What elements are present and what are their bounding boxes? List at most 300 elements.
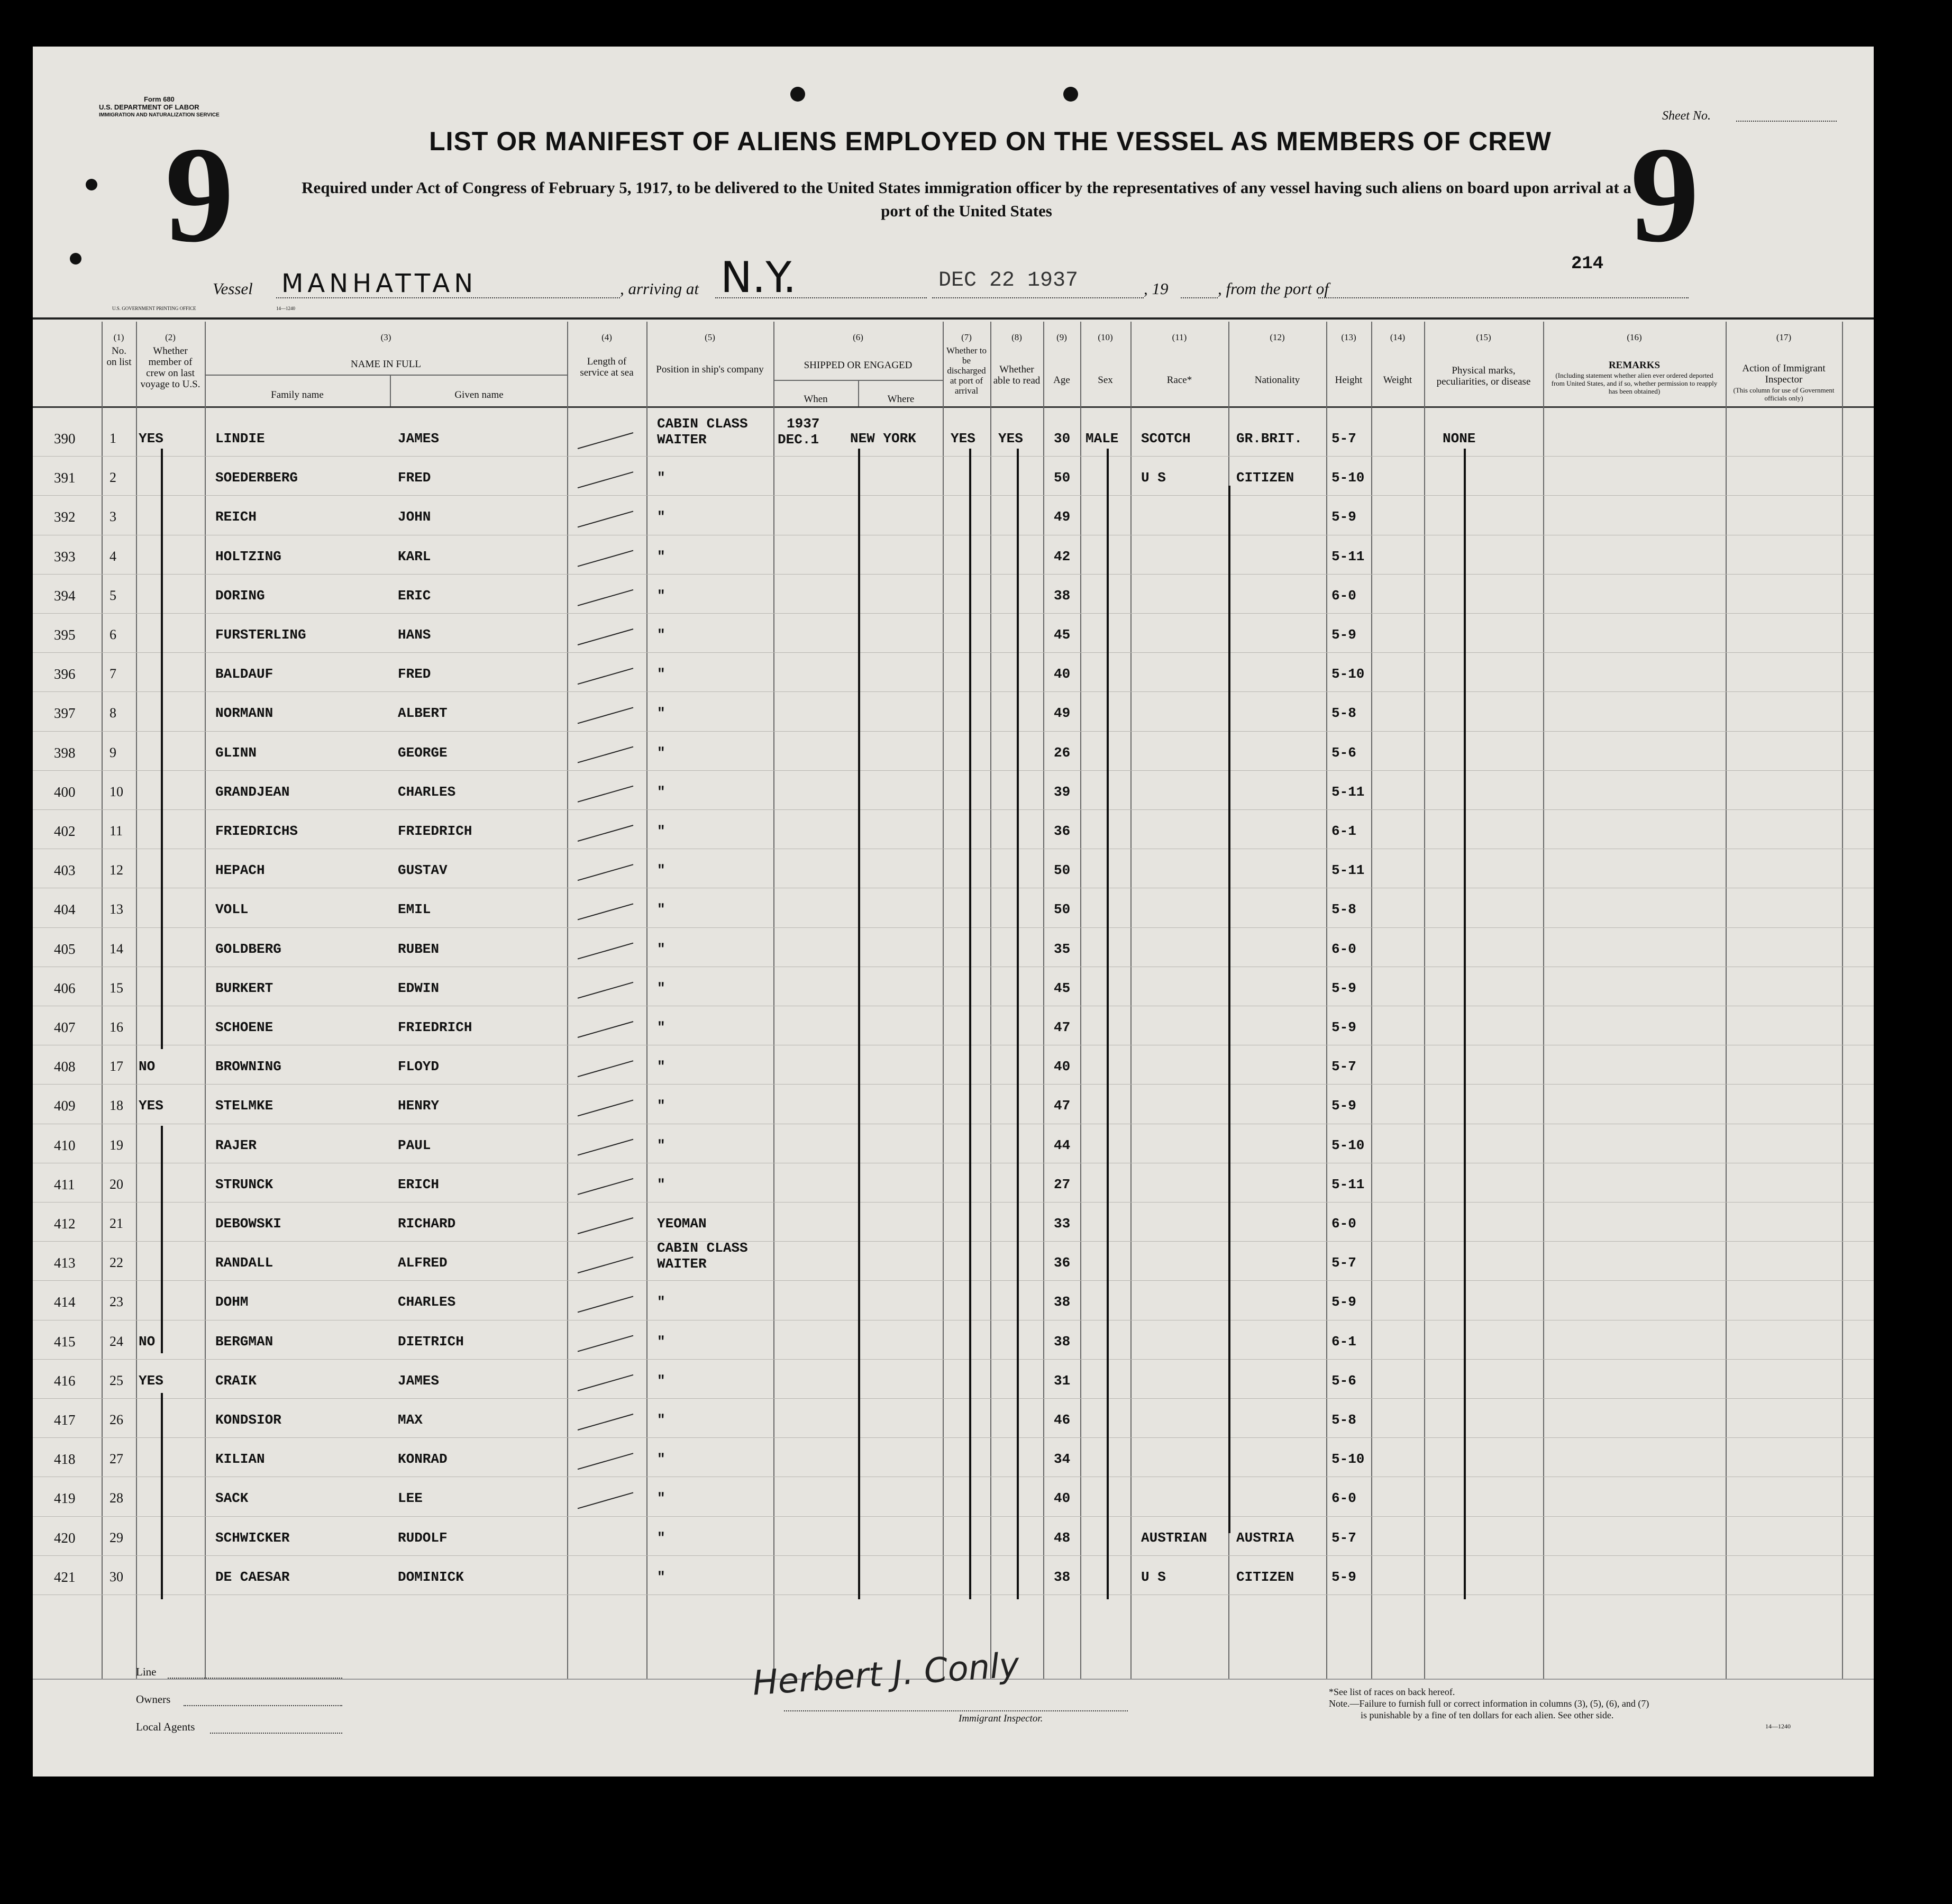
row-height[interactable]: 5-6 [1331, 1372, 1356, 1389]
row-given-name[interactable]: PAUL [398, 1137, 431, 1153]
col-name-in-full: NAME IN FULL [351, 359, 421, 370]
row-height[interactable]: 5-7 [1331, 431, 1356, 447]
row-nationality[interactable]: CITIZEN [1236, 1569, 1294, 1585]
row-given-name[interactable]: RICHARD [398, 1216, 456, 1232]
crew-ditto-line [161, 1126, 163, 1353]
row-family-name[interactable]: CRAIK [215, 1372, 257, 1389]
marks-ditto-line [1464, 449, 1466, 1599]
row-shipped-when[interactable]: 1937 [787, 416, 820, 432]
row-given-name[interactable]: ERICH [398, 1176, 440, 1192]
arriving-label: , arriving at [620, 279, 699, 298]
row-height[interactable]: 5-11 [1331, 784, 1365, 800]
service-slash-mark [578, 1414, 633, 1430]
nationality-ditto-line [1228, 486, 1230, 1533]
row-height[interactable]: 5-7 [1331, 1059, 1356, 1075]
owners-field[interactable] [184, 1705, 342, 1706]
row-position[interactable]: " [657, 587, 665, 604]
row-age[interactable]: 40 [1054, 1490, 1071, 1507]
row-position[interactable]: " [657, 1176, 665, 1192]
row-height[interactable]: 5-8 [1331, 705, 1356, 722]
row-age[interactable]: 45 [1054, 980, 1071, 996]
row-family-name[interactable]: STELMKE [215, 1098, 273, 1114]
row-crew-last-voyage[interactable]: YES [139, 1372, 163, 1389]
table-row [33, 1555, 1874, 1595]
row-list-number: 19 [110, 1137, 123, 1153]
row-position[interactable]: " [657, 627, 665, 643]
row-ref-number: 400 [54, 784, 76, 800]
row-given-name[interactable]: LEE [398, 1490, 423, 1507]
row-age[interactable]: 40 [1054, 666, 1071, 682]
row-discharged[interactable]: YES [951, 431, 975, 447]
table-row [33, 809, 1874, 849]
service-slash-mark [578, 511, 633, 527]
table-row [33, 691, 1874, 731]
row-nationality[interactable]: GR.BRIT. [1236, 431, 1302, 447]
row-family-name[interactable]: RAJER [215, 1137, 257, 1153]
colnum-15: (15) [1476, 332, 1491, 342]
row-position[interactable]: " [657, 1412, 665, 1428]
row-position[interactable]: " [657, 980, 665, 996]
col-family-name: Family name [271, 389, 324, 400]
discharged-ditto-line [969, 449, 971, 1599]
row-age[interactable]: 39 [1054, 784, 1071, 800]
row-able-to-read[interactable]: YES [998, 431, 1023, 447]
row-position[interactable]: " [657, 1529, 665, 1546]
row-given-name[interactable]: MAX [398, 1412, 423, 1428]
row-given-name[interactable]: ALFRED [398, 1255, 448, 1271]
row-age[interactable]: 42 [1054, 548, 1071, 564]
vessel-line [213, 279, 253, 298]
from-label: , from the port of [1218, 279, 1329, 298]
row-position[interactable]: " [657, 470, 665, 486]
arriving-port[interactable]: N.Y. [720, 253, 797, 302]
footer-code: 14—1240 [1765, 1723, 1791, 1730]
row-shipped-where[interactable]: NEW YORK [850, 431, 916, 447]
vessel-field [276, 297, 620, 298]
row-ref-number: 403 [54, 862, 76, 879]
row-given-name[interactable]: KONRAD [398, 1451, 448, 1468]
row-ref-number: 413 [54, 1255, 76, 1271]
row-physical-marks[interactable]: NONE [1443, 431, 1476, 447]
row-given-name[interactable]: JOHN [398, 509, 431, 525]
row-age[interactable]: 26 [1054, 744, 1071, 761]
row-race[interactable]: AUSTRIAN [1141, 1529, 1207, 1546]
row-position[interactable]: " [657, 509, 665, 525]
row-position[interactable]: YEOMAN [657, 1216, 707, 1232]
service-slash-mark [578, 1061, 633, 1077]
row-age[interactable]: 40 [1054, 1059, 1071, 1075]
row-ref-number: 421 [54, 1569, 76, 1585]
row-height[interactable]: 5-7 [1331, 1255, 1356, 1271]
col-remarks-note: (Including statement whether alien ever ordered deported from United States, and if so, whether permission to reapply has been obtained) [1551, 371, 1718, 395]
row-family-name[interactable]: NORMANN [215, 705, 273, 722]
col-weight: Weight [1383, 375, 1412, 386]
row-given-name[interactable]: JAMES [398, 1372, 440, 1389]
row-given-name[interactable]: GEORGE [398, 744, 448, 761]
row-family-name[interactable]: RANDALL [215, 1255, 273, 1271]
row-position[interactable]: " [657, 823, 665, 839]
row-age[interactable]: 44 [1054, 1137, 1071, 1153]
date-stamp: DEC 22 1937 [938, 269, 1079, 293]
row-crew-last-voyage[interactable]: NO [139, 1333, 156, 1350]
table-row [33, 456, 1874, 495]
row-position[interactable]: " [657, 1059, 665, 1075]
row-race[interactable]: SCOTCH [1141, 431, 1191, 447]
col-shipped-where: Where [887, 394, 915, 405]
row-family-name[interactable]: BALDAUF [215, 666, 273, 682]
row-list-number: 28 [110, 1490, 123, 1506]
row-given-name[interactable]: ALBERT [398, 705, 448, 722]
vessel-name[interactable]: MANHATTAN [281, 269, 478, 298]
colnum-10: (10) [1098, 332, 1113, 342]
row-height[interactable]: 5-10 [1331, 1451, 1365, 1468]
row-ref-number: 416 [54, 1372, 76, 1389]
row-shipped-when-date[interactable]: DEC.1 [778, 432, 819, 448]
table-row [33, 849, 1874, 888]
sheet-digit-left: 9 [165, 119, 234, 271]
service-slash-mark [578, 590, 633, 606]
row-given-name[interactable]: RUDOLF [398, 1529, 448, 1546]
owners-label: Owners [136, 1693, 171, 1706]
col-crew-last-voyage: Whether member of crew on last voyage to U.S. [140, 345, 200, 390]
table-row [33, 535, 1874, 574]
from-port-field[interactable] [1318, 297, 1689, 298]
colnum-5: (5) [705, 332, 715, 342]
row-age[interactable]: 36 [1054, 1255, 1071, 1271]
row-height[interactable]: 6-1 [1331, 1333, 1356, 1350]
row-family-name[interactable]: DORING [215, 587, 265, 604]
colnum-12: (12) [1270, 332, 1285, 342]
row-age[interactable]: 45 [1054, 627, 1071, 643]
row-given-name[interactable]: DOMINICK [398, 1569, 464, 1585]
row-nationality[interactable]: AUSTRIA [1236, 1529, 1294, 1546]
row-height[interactable]: 5-9 [1331, 1098, 1356, 1114]
punch-hole [1063, 87, 1078, 102]
row-height[interactable]: 5-8 [1331, 901, 1356, 918]
inspector-label: Immigrant Inspector. [959, 1713, 1043, 1724]
row-age[interactable]: 49 [1054, 509, 1071, 525]
row-given-name[interactable]: JAMES [398, 431, 440, 447]
row-list-number: 27 [110, 1451, 123, 1467]
row-height[interactable]: 5-9 [1331, 1294, 1356, 1310]
row-age[interactable]: 34 [1054, 1451, 1071, 1468]
row-list-number: 9 [110, 744, 116, 760]
row-ref-number: 409 [54, 1098, 76, 1114]
row-position-line2[interactable]: WAITER [657, 1256, 707, 1272]
print-code: 14—1240 [276, 306, 295, 311]
row-given-name[interactable]: KARL [398, 548, 431, 564]
local-agents-label: Local Agents [136, 1720, 195, 1733]
row-list-number: 23 [110, 1294, 123, 1310]
row-height[interactable]: 6-1 [1331, 823, 1356, 839]
row-family-name[interactable]: DOHM [215, 1294, 249, 1310]
service: IMMIGRATION AND NATURALIZATION SERVICE [99, 112, 220, 118]
row-age[interactable]: 35 [1054, 941, 1071, 957]
row-given-name[interactable]: ERIC [398, 587, 431, 604]
row-ref-number: 419 [54, 1490, 76, 1507]
service-slash-mark [578, 629, 633, 645]
row-position[interactable]: " [657, 744, 665, 761]
row-given-name[interactable]: RUBEN [398, 941, 440, 957]
row-position-line2[interactable]: WAITER [657, 432, 707, 448]
row-family-name[interactable]: SCHOENE [215, 1019, 273, 1035]
row-position[interactable]: CABIN CLASS [657, 1240, 748, 1256]
row-position[interactable]: " [657, 941, 665, 957]
form-info [99, 95, 220, 119]
row-ref-number: 406 [54, 980, 76, 996]
row-family-name[interactable]: BROWNING [215, 1059, 281, 1075]
row-given-name[interactable]: HENRY [398, 1098, 440, 1114]
row-position[interactable]: " [657, 1333, 665, 1350]
row-family-name[interactable]: SOEDERBERG [215, 470, 298, 486]
colnum-2: (2) [165, 332, 176, 342]
row-height[interactable]: 5-6 [1331, 744, 1356, 761]
col-position: Position in ship's company [656, 364, 764, 375]
row-height[interactable]: 5-11 [1331, 862, 1365, 879]
row-ref-number: 408 [54, 1059, 76, 1075]
service-slash-mark [578, 1140, 633, 1155]
row-age[interactable]: 31 [1054, 1372, 1071, 1389]
row-family-name[interactable]: DEBOWSKI [215, 1216, 281, 1232]
row-sex[interactable]: MALE [1086, 431, 1119, 447]
page-number: 214 [1571, 254, 1604, 274]
row-age[interactable]: 47 [1054, 1098, 1071, 1114]
row-crew-last-voyage[interactable]: YES [139, 431, 163, 447]
row-height[interactable]: 5-8 [1331, 1412, 1356, 1428]
row-crew-last-voyage[interactable]: YES [139, 1098, 163, 1114]
row-nationality[interactable]: CITIZEN [1236, 470, 1294, 486]
row-height[interactable]: 5-11 [1331, 548, 1365, 564]
row-given-name[interactable]: FRIEDRICH [398, 1019, 472, 1035]
service-slash-mark [578, 1257, 633, 1273]
row-family-name[interactable]: HEPACH [215, 862, 265, 879]
service-slash-mark [578, 551, 633, 567]
row-position[interactable]: " [657, 901, 665, 918]
sheet-no-field[interactable] [1736, 121, 1837, 122]
service-slash-mark [578, 864, 633, 880]
col-no-on-list: No. on list [106, 345, 132, 368]
row-family-name[interactable]: GLINN [215, 744, 257, 761]
row-given-name[interactable]: EMIL [398, 901, 431, 918]
read-ditto-line [1017, 449, 1019, 1599]
colnum-7: (7) [961, 332, 972, 342]
table-row [33, 1241, 1874, 1280]
row-height[interactable]: 5-10 [1331, 470, 1365, 486]
row-ref-number: 397 [54, 705, 76, 722]
date-field [932, 297, 1144, 298]
row-position[interactable]: " [657, 1294, 665, 1310]
row-given-name[interactable]: CHARLES [398, 1294, 456, 1310]
table-row [33, 1359, 1874, 1398]
row-family-name[interactable]: BERGMAN [215, 1333, 273, 1350]
service-slash-mark [578, 472, 633, 488]
row-given-name[interactable]: FRED [398, 470, 431, 486]
year-label: , 19 [1144, 279, 1169, 298]
manifest-sheet [33, 47, 1874, 1777]
service-slash-mark [578, 747, 633, 763]
row-family-name[interactable]: STRUNCK [215, 1176, 273, 1192]
row-given-name[interactable]: DIETRICH [398, 1333, 464, 1350]
local-agents-field[interactable] [210, 1733, 342, 1734]
col-shipped-engaged: SHIPPED OR ENGAGED [804, 360, 913, 371]
row-ref-number: 420 [54, 1529, 76, 1546]
footnote-penalty-2: is punishable by a fine of ten dollars for each alien. See other side. [1361, 1710, 1614, 1720]
row-family-name[interactable]: KONDSIOR [215, 1412, 281, 1428]
colnum-9: (9) [1056, 332, 1067, 342]
row-list-number: 4 [110, 548, 116, 564]
row-position[interactable]: " [657, 1451, 665, 1468]
row-ref-number: 402 [54, 823, 76, 839]
row-height[interactable]: 6-0 [1331, 1216, 1356, 1232]
row-height[interactable]: 5-9 [1331, 1019, 1356, 1035]
row-family-name[interactable]: VOLL [215, 901, 249, 918]
row-age[interactable]: 50 [1054, 901, 1071, 918]
row-given-name[interactable]: FLOYD [398, 1059, 440, 1075]
row-list-number: 24 [110, 1333, 123, 1349]
col-given-name: Given name [454, 389, 504, 400]
table-row [33, 927, 1874, 967]
row-height[interactable]: 5-9 [1331, 1569, 1356, 1585]
row-age[interactable]: 33 [1054, 1216, 1071, 1232]
row-age[interactable]: 36 [1054, 823, 1071, 839]
service-slash-mark [578, 1179, 633, 1195]
row-age[interactable]: 49 [1054, 705, 1071, 722]
row-height[interactable]: 5-10 [1331, 1137, 1365, 1153]
row-position[interactable]: " [657, 705, 665, 722]
row-age[interactable]: 38 [1054, 1333, 1071, 1350]
row-age[interactable]: 50 [1054, 862, 1071, 879]
row-position[interactable]: " [657, 1019, 665, 1035]
row-list-number: 7 [110, 666, 116, 682]
row-family-name[interactable]: SACK [215, 1490, 249, 1507]
row-position[interactable]: " [657, 1098, 665, 1114]
service-slash-mark [578, 668, 633, 684]
row-race[interactable]: U S [1141, 1569, 1166, 1585]
row-list-number: 2 [110, 470, 116, 486]
subtitle-line-1: Required under Act of Congress of February 5, 1917, to be delivered to the United States immigration officer by the representatives of any vessel having such aliens on board upon arrival at a [302, 178, 1631, 197]
row-position[interactable]: " [657, 862, 665, 879]
row-family-name[interactable]: GOLDBERG [215, 941, 281, 957]
row-position[interactable]: " [657, 548, 665, 564]
line-label: Line [136, 1665, 157, 1678]
vessel-label: Vessel [213, 279, 253, 298]
arriving-field [715, 297, 927, 298]
row-given-name[interactable]: EDWIN [398, 980, 440, 996]
row-family-name[interactable]: KILIAN [215, 1451, 265, 1468]
row-family-name[interactable]: DE CAESAR [215, 1569, 290, 1585]
row-height[interactable]: 5-9 [1331, 980, 1356, 996]
row-height[interactable]: 5-9 [1331, 509, 1356, 525]
sheet-digit-right: 9 [1630, 119, 1699, 271]
colnum-17: (17) [1776, 332, 1792, 342]
row-height[interactable]: 5-9 [1331, 627, 1356, 643]
row-family-name[interactable]: BURKERT [215, 980, 273, 996]
page-title: LIST OR MANIFEST OF ALIENS EMPLOYED ON THE VESSEL AS MEMBERS OF CREW [429, 126, 1552, 156]
row-given-name[interactable]: FRIEDRICH [398, 823, 472, 839]
col-physical-marks: Physical marks, peculiarities, or disease [1436, 365, 1531, 387]
row-height[interactable]: 6-0 [1331, 1490, 1356, 1507]
row-family-name[interactable]: FRIEDRICHS [215, 823, 298, 839]
row-ref-number: 398 [54, 744, 76, 761]
crew-ditto-line [161, 1393, 163, 1599]
row-family-name[interactable]: HOLTZING [215, 548, 281, 564]
line-field[interactable] [168, 1678, 342, 1679]
row-given-name[interactable]: HANS [398, 627, 431, 643]
row-given-name[interactable]: FRED [398, 666, 431, 682]
row-race[interactable]: U S [1141, 470, 1166, 486]
row-height[interactable]: 5-11 [1331, 1176, 1365, 1192]
row-position[interactable]: " [657, 1490, 665, 1507]
row-height[interactable]: 6-0 [1331, 941, 1356, 957]
row-family-name[interactable]: LINDIE [215, 431, 265, 447]
row-age[interactable]: 38 [1054, 587, 1071, 604]
row-position[interactable]: " [657, 1137, 665, 1153]
row-ref-number: 393 [54, 548, 76, 564]
colnum-3: (3) [380, 332, 391, 342]
row-family-name[interactable]: GRANDJEAN [215, 784, 290, 800]
row-ref-number: 394 [54, 587, 76, 604]
col-discharged: Whether to be discharged at port of arrival [946, 345, 987, 396]
row-given-name[interactable]: CHARLES [398, 784, 456, 800]
row-height[interactable]: 6-0 [1331, 587, 1356, 604]
row-height[interactable]: 5-10 [1331, 666, 1365, 682]
table-row [33, 574, 1874, 613]
row-position[interactable]: CABIN CLASS [657, 416, 748, 432]
crew-ditto-line [161, 449, 163, 1049]
row-position[interactable]: " [657, 1569, 665, 1585]
row-family-name[interactable]: SCHWICKER [215, 1529, 290, 1546]
row-list-number: 5 [110, 587, 116, 603]
sheet-no-label: Sheet No. [1662, 109, 1711, 123]
row-family-name[interactable]: REICH [215, 509, 257, 525]
row-age[interactable]: 27 [1054, 1176, 1071, 1192]
row-given-name[interactable]: GUSTAV [398, 862, 448, 879]
row-age[interactable]: 38 [1054, 1569, 1071, 1585]
table-row [33, 1437, 1874, 1477]
row-position[interactable]: " [657, 784, 665, 800]
colnum-16: (16) [1627, 332, 1642, 342]
row-age[interactable]: 50 [1054, 470, 1071, 486]
subtitle-line-2: port of the United States [881, 202, 1052, 220]
row-height[interactable]: 5-7 [1331, 1529, 1356, 1546]
row-list-number: 1 [110, 431, 116, 446]
row-ref-number: 418 [54, 1451, 76, 1468]
table-row [33, 1398, 1874, 1437]
row-ref-number: 392 [54, 509, 76, 525]
row-age[interactable]: 38 [1054, 1294, 1071, 1310]
row-ref-number: 404 [54, 901, 76, 918]
row-list-number: 6 [110, 627, 116, 642]
colnum-4: (4) [601, 332, 612, 342]
row-list-number: 11 [110, 823, 123, 839]
row-age[interactable]: 48 [1054, 1529, 1071, 1546]
table-row [33, 1124, 1874, 1163]
row-age[interactable]: 47 [1054, 1019, 1071, 1035]
row-age[interactable]: 30 [1054, 431, 1071, 447]
row-position[interactable]: " [657, 1372, 665, 1389]
row-position[interactable]: " [657, 666, 665, 682]
service-slash-mark [578, 1100, 633, 1116]
row-crew-last-voyage[interactable]: NO [139, 1059, 156, 1075]
row-family-name[interactable]: FURSTERLING [215, 627, 306, 643]
table-row [33, 495, 1874, 534]
table-row [33, 1163, 1874, 1202]
row-age[interactable]: 46 [1054, 1412, 1071, 1428]
row-ref-number: 405 [54, 941, 76, 957]
row-list-number: 16 [110, 1019, 123, 1035]
col-length-service: Length of service at sea [580, 356, 634, 378]
service-slash-mark [578, 707, 633, 723]
